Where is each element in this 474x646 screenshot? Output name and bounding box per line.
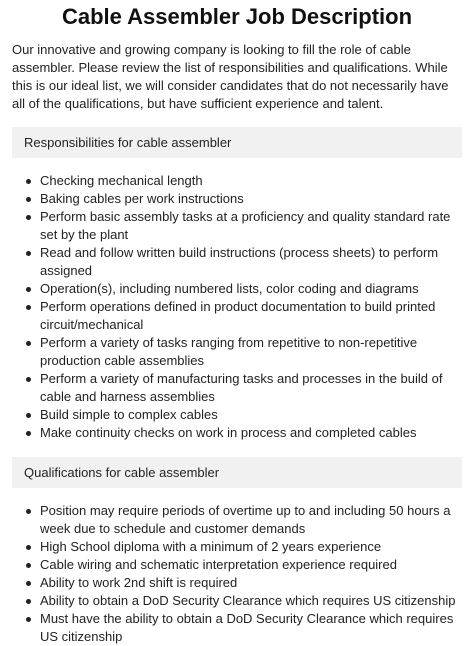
bullet-icon	[26, 413, 31, 418]
intro-paragraph: Our innovative and growing company is looking to fill the role of cable assembler. Please review the list of responsibilities and qualifications. While this is our ideal list, we will consider candidates that do not necessarily have all of the qualifications, but have sufficient experience and talent.	[12, 42, 449, 111]
list-item	[12, 406, 462, 424]
qualifications-header	[12, 457, 462, 488]
bullet-icon	[26, 377, 31, 382]
list-item	[12, 370, 462, 406]
bullet-icon	[26, 305, 31, 310]
list-item-text: Perform a variety of tasks ranging from repetitive to non-repetitive production cable assemblies	[40, 335, 418, 368]
list-item-text: Must have the ability to obtain a DoD Security Clearance which requires US citizenship	[40, 611, 454, 644]
list-item	[12, 538, 462, 556]
bullet-icon	[26, 617, 31, 622]
list-item-text: Build simple to complex cables	[40, 407, 218, 422]
list-item-text: Ability to work 2nd shift is required	[40, 575, 238, 590]
list-item-text: Perform a variety of manufacturing tasks and processes in the build of cable and harness assemblies	[40, 371, 443, 404]
bullet-icon	[26, 251, 31, 256]
qualifications-list	[12, 502, 462, 646]
list-item	[12, 244, 462, 280]
list-item	[12, 208, 462, 244]
list-item-text: Read and follow written build instructions (process sheets) to perform assigned	[40, 245, 439, 278]
list-item-text: Checking mechanical length	[40, 173, 203, 188]
responsibilities-header	[12, 127, 462, 158]
list-item-text: Position may require periods of overtime up to and including 50 hours a week due to schedule and customer demands	[40, 503, 451, 536]
list-item	[12, 424, 462, 442]
list-item	[12, 298, 462, 334]
qualifications-heading: Qualifications for cable assembler	[24, 465, 220, 480]
list-item-text: Baking cables per work instructions	[40, 191, 244, 206]
list-item	[12, 610, 462, 646]
responsibilities-heading: Responsibilities for cable assembler	[24, 135, 232, 150]
list-item-text: Cable wiring and schematic interpretation experience required	[40, 557, 397, 572]
list-item-text: Make continuity checks on work in process and completed cables	[40, 425, 417, 440]
list-item	[12, 280, 462, 298]
bullet-icon	[26, 179, 31, 184]
list-item	[12, 172, 462, 190]
list-item-text: High School diploma with a minimum of 2 years experience	[40, 539, 382, 554]
bullet-icon	[26, 431, 31, 436]
list-item	[12, 592, 462, 610]
list-item	[12, 190, 462, 208]
responsibilities-list	[12, 172, 462, 442]
bullet-icon	[26, 509, 31, 514]
list-item	[12, 574, 462, 592]
bullet-icon	[26, 341, 31, 346]
list-item-text: Perform basic assembly tasks at a proficiency and quality standard rate set by the plant	[40, 209, 451, 242]
list-item-text: Operation(s), including numbered lists, color coding and diagrams	[40, 281, 419, 296]
bullet-icon	[26, 581, 31, 586]
bullet-icon	[26, 599, 31, 604]
bullet-icon	[26, 197, 31, 202]
bullet-icon	[26, 563, 31, 568]
bullet-icon	[26, 215, 31, 220]
list-item	[12, 502, 462, 538]
page-title: Cable Assembler Job Description	[61, 4, 413, 29]
list-item	[12, 556, 462, 574]
bullet-icon	[26, 545, 31, 550]
list-item	[12, 334, 462, 370]
list-item-text: Perform operations defined in product documentation to build printed circuit/mechanical	[40, 299, 436, 332]
bullet-icon	[26, 287, 31, 292]
list-item-text: Ability to obtain a DoD Security Clearance which requires US citizenship	[40, 593, 456, 608]
